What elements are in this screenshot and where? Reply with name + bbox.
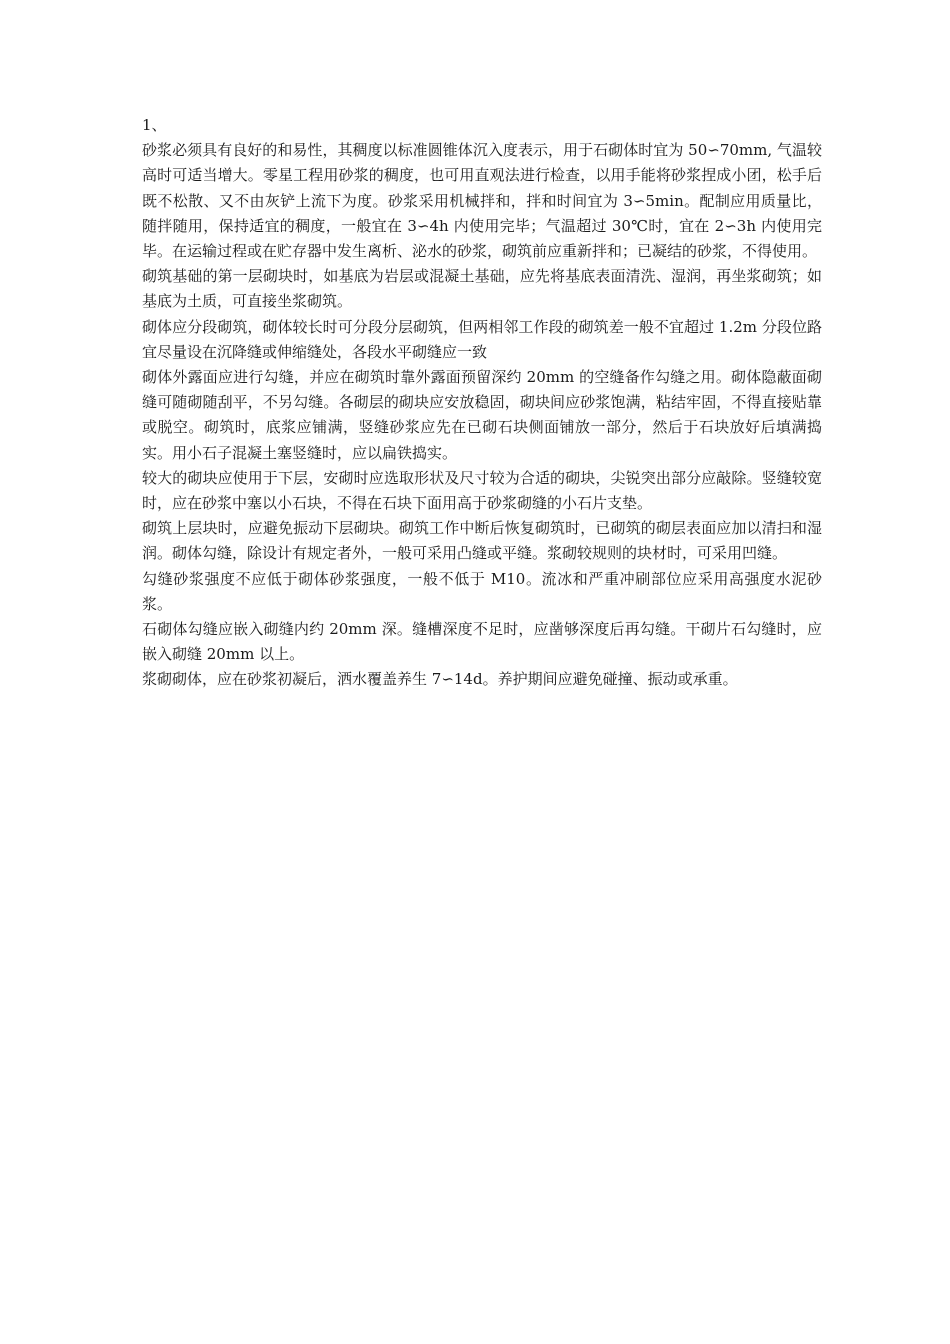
document-body: [142, 113, 822, 693]
paragraph-upper-layer: 砌筑上层块时，应避免振动下层砌块。砌筑工作中断后恢复砌筑时，已砌筑的砌层表面应加以清扫和湿润。砌体勾缝，除设计有规定者外，一般可采用凸缝或平缝。浆砌较规则的块材时，可采用凹缝。: [142, 519, 822, 563]
paragraph-large-blocks: 较大的砌块应使用于下层，安砌时应选取形状及尺寸较为合适的砌块，尖锐突出部分应敲除。竖缝较宽时，应在砂浆中塞以小石块，不得在石块下面用高于砂浆砌缝的小石片支垫。: [142, 468, 822, 513]
paragraph-curing: 浆砌砌体，应在砂浆初凝后，洒水覆盖养生 7∽14d。养护期间应避免碰撞、振动或承重。: [142, 670, 738, 689]
paragraph-mortar-workability: 砂浆必须具有良好的和易性，其稠度以标准圆锥体沉入度表示，用于石砌体时宜为 50∽70mm, 气温较高时可适当增大。零星工程用砂浆的稠度，也可用直观法进行检查，以用手能将砂浆捏成小团，松手后既不松散、又不由灰铲上流下为度。砂浆采用机械拌和，拌和时间宜为 3∽5min。配制应用质量比，随拌随用，保持适宜的稠度，一般宜在 3∽4h 内使用完毕；气温超过 30℃时，宜在 2∽3h 内使用完毕。在运输过程或在贮存器中发生离析、泌水的砂浆，砌筑前应重新拌和；已凝结的砂浆，不得使用。: [142, 141, 822, 261]
section-number: 1、: [142, 116, 167, 134]
paragraph-segmented-masonry: 砌体应分段砌筑，砌体较长时可分段分层砌筑，但两相邻工作段的砌筑差一般不宜超过 1.2m 分段位路宜尽量设在沉降缝或伸缩缝处，各段水平砌缝应一致: [142, 317, 822, 361]
paragraph-pointing-mortar-strength: 勾缝砂浆强度不应低于砌体砂浆强度，一般不低于 M10。流冰和严重冲刷部位应采用高强度水泥砂浆。: [142, 569, 822, 613]
paragraph-pointing-depth: 石砌体勾缝应嵌入砌缝内约 20mm 深。缝槽深度不足时，应凿够深度后再勾缝。干砌片石勾缝时，应嵌入砌缝 20mm 以上。: [142, 620, 822, 664]
paragraph-exposed-face-pointing: 砌体外露面应进行勾缝，并应在砌筑时靠外露面预留深约 20mm 的空缝备作勾缝之用。砌体隐蔽面砌缝可随砌随刮平，不另勾缝。各砌层的砌块应安放稳固，砌块间应砂浆饱满，粘结牢固，不得直接贴靠或脱空。砌筑时，底浆应铺满，竖缝砂浆应先在已砌石块侧面铺放一部分，然后于石块放好后填满捣实。用小石子混凝土塞竖缝时，应以扁铁捣实。: [142, 368, 822, 462]
paragraph-foundation-first-layer: 砌筑基础的第一层砌块时，如基底为岩层或混凝土基础，应先将基底表面清洗、湿润，再坐浆砌筑；如基底为土质，可直接坐浆砌筑。: [142, 267, 822, 311]
